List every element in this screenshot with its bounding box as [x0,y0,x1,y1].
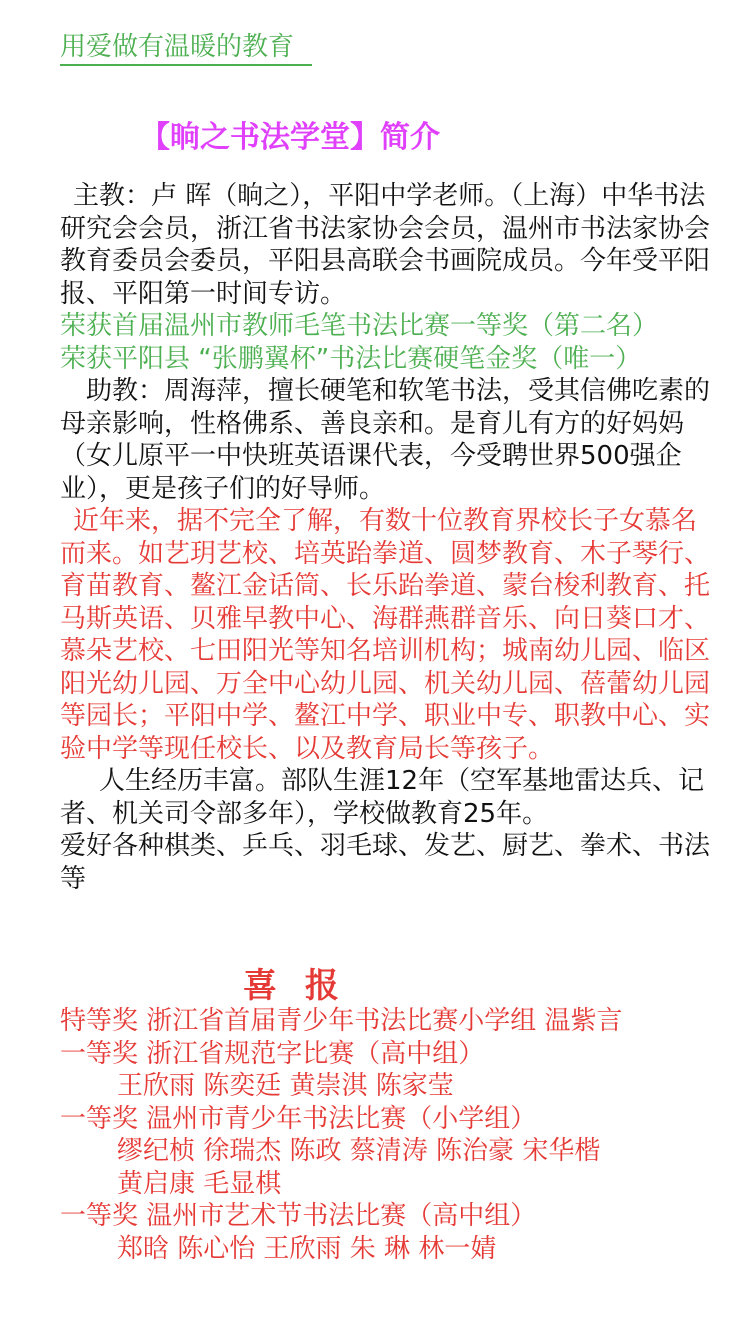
award-item: 一等奖 温州市艺术节书法比赛（高中组） [60,1201,537,1231]
assistant-text: 助教：周海萍，擅长硬笔和软笔书法，受其信佛吃素的母亲影响，性格佛系、善良亲和。是育儿有方的好妈妈（女儿原平一中快班英语课代表，今受聘世界500强企业），更是孩子们的好导师。 [60,376,711,504]
slogan-link[interactable]: 用爱做有温暖的教育 [60,30,312,66]
award-names: 缪纪桢 徐瑞杰 陈政 蔡清涛 陈治豪 宋华楷 [117,1136,601,1166]
award-names: 黄启康 毛显棋 [117,1168,282,1199]
honor-line-1: 荣获首届温州市教师毛笔书法比赛一等奖（第二名） [60,311,659,341]
award-item: 特等奖 浙江省首届青少年书法比赛小学组 温紫言 [60,1006,623,1036]
xibao-title: 喜 报 [243,966,347,1006]
award-names: 郑晗 陈心怡 王欣雨 朱 琳 林一婧 [117,1233,497,1264]
experience-text: 人生经历丰富。部队生涯12年（空军基地雷达兵、记者、机关司令部多年），学校做教育25年。 [60,766,705,829]
intro-section [60,180,710,895]
honor-line-2: 荣获平阳县 “张鹏翼杯”书法比赛硬笔金奖（唯一） [60,343,642,374]
award-names: 王欣雨 陈奕廷 黄崇淇 陈家莹 [117,1071,454,1101]
page-title: 【晌之书法学堂】简介 [140,120,440,155]
main-teacher-text: 主教：卢 晖（晌之），平阳中学老师。（上海）中华书法研究会会员，浙江省书法家协会会员，温州市书法家协会教育委员会委员，平阳县高联会书画院成员。今年受平阳报、平阳第一时间专访。 [60,181,711,309]
award-item: 一等奖 温州市青少年书法比赛（小学组） [60,1103,537,1134]
awards-list [60,1005,623,1265]
hobbies-text: 爱好各种棋类、乒乓、羽毛球、发艺、厨艺、拳术、书法等 [60,831,711,894]
visitors-text: 近年来，据不完全了解，有数十位教育界校长子女慕名而来。如艺玥艺校、培英跆拳道、圆梦教育、木子琴行、育苗教育、鳌江金话筒、长乐跆拳道、蒙台梭利教育、托马斯英语、贝雅早教中心、海群燕群音乐、向日葵口才、慕朵艺校、七田阳光等知名培训机构；城南幼儿园、临区阳光幼儿园、万全中心幼儿园、机关幼儿园、蓓蕾幼儿园等园长；平阳中学、鳌江中学、职业中专、职教中心、实验中学等现任校长、以及教育局长等孩子。 [60,506,711,764]
award-item: 一等奖 浙江省规范字比赛（高中组） [60,1038,485,1069]
